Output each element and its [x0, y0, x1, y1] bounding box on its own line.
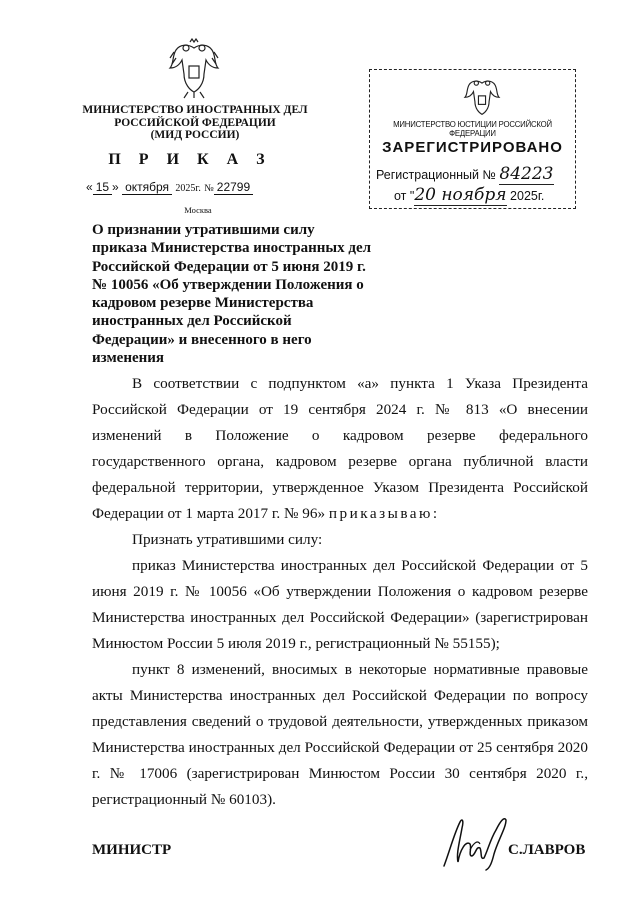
registration-stamp: [369, 69, 576, 209]
signatory-position: МИНИСТР: [92, 842, 172, 858]
stamp-regnum-value: 84223: [499, 164, 554, 184]
stamp-registration-date: [394, 185, 544, 205]
order-number-label: №: [204, 183, 214, 194]
order-month: октября: [122, 180, 172, 195]
stamp-date-prefix: от ": [394, 189, 415, 203]
ministry-line-3: (МИД РОССИИ): [150, 129, 240, 141]
ministry-line-1: МИНИСТЕРСТВО ИНОСТРАННЫХ ДЕЛ: [82, 104, 308, 116]
stamp-date-value: 20 ноября: [414, 185, 507, 205]
ministry-header: [60, 104, 330, 142]
order-date-line: [86, 180, 316, 194]
stamp-regnum-label: Регистрационный №: [376, 168, 496, 182]
stamp-registration-number: [376, 164, 554, 184]
date-open-quote: «: [86, 180, 93, 194]
stamp-date-year: 2025г.: [510, 189, 545, 203]
paragraph-1: [92, 371, 588, 527]
city: Москва: [184, 205, 212, 215]
signature-icon: [440, 810, 520, 872]
stamp-registered: ЗАРЕГИСТРИРОВАНО: [382, 139, 563, 156]
signatory-name: С.ЛАВРОВ: [508, 842, 586, 858]
order-word: приказываю:: [328, 505, 440, 522]
order-day: 15: [93, 180, 112, 195]
stamp-coat-of-arms-icon: [462, 76, 502, 120]
document-subject: О признании утратившими силу приказа Министерства иностранных дел Российской Федерации от 5 июня 2019 г. № 10056 «Об утверждении Положения о кадровом резерве Министерства иностранных дел Российской Федерации» и внесенного в него изменения: [92, 222, 372, 367]
coat-of-arms-icon: [166, 38, 222, 100]
stamp-ministry: МИНИСТЕРСТВО ЮСТИЦИИ РОССИЙСКОЙ ФЕДЕРАЦИИ: [393, 120, 552, 138]
document-type: П Р И К А З: [108, 151, 272, 168]
ministry-line-2: РОССИЙСКОЙ ФЕДЕРАЦИИ: [114, 116, 276, 129]
paragraph-3: приказ Министерства иностранных дел Российской Федерации от 5 июня 2019 г. № 10056 «Об утверждении Положения о кадровом резерве Министерства иностранных дел Российской Федерации» (зарегистрирован Минюстом России 5 июля 2019 г., регистрационный № 55155);: [92, 557, 588, 652]
order-year: 2025г.: [175, 183, 201, 194]
document-body: [92, 371, 588, 813]
order-number: 22799: [214, 180, 253, 195]
paragraph-2: Признать утратившими силу:: [132, 531, 323, 548]
paragraph-4: пункт 8 изменений, вносимых в некоторые нормативные правовые акты Министерства иностранных дел Российской Федерации по вопросу представления сведений о трудовой деятельности, утвержденных приказом Министерства иностранных дел Российской Федерации от 25 сентября 2020 г. № 17006 (зарегистрирован Минюстом России 30 сентября 2020 г., регистрационный № 60103).: [92, 661, 588, 808]
paragraph-1-text: В соответствии с подпунктом «а» пункта 1 Указа Президента Российской Федерации от 19 сентября 2024 г. № 813 «О внесении изменений в Положение о кадровом резерве федерального государственного органа, кадровом резерве органа публичной власти федеральной территории, утвержденное Указом Президента Российской Федерации от 1 марта 2017 г. № 96»: [92, 375, 588, 522]
date-close-quote: »: [112, 180, 119, 194]
